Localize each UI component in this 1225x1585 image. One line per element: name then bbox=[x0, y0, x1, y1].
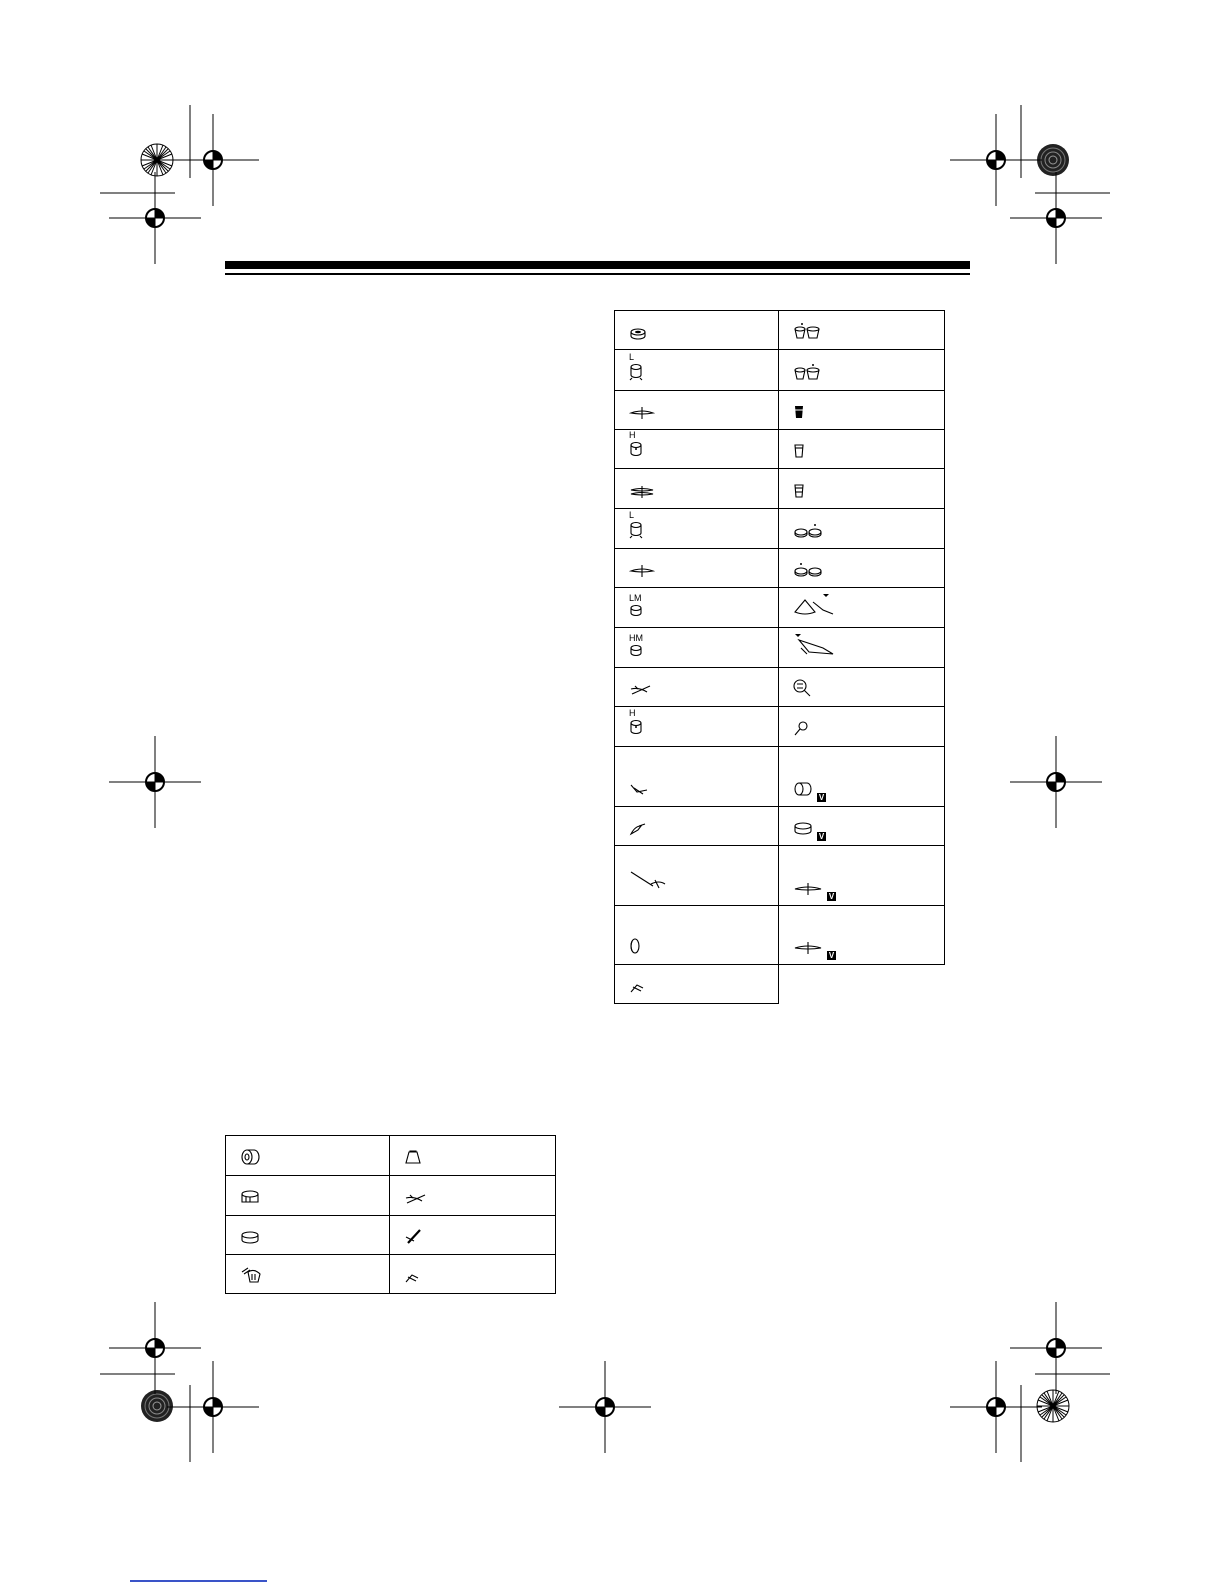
table-row bbox=[615, 549, 945, 588]
instrument-icon-cell bbox=[615, 391, 779, 430]
cell-content bbox=[404, 1150, 555, 1171]
agogo-low-icon bbox=[793, 632, 839, 663]
cell-content bbox=[240, 1231, 389, 1250]
instrument-icon-cell bbox=[779, 707, 945, 747]
instrument-icon-cell bbox=[779, 588, 945, 628]
instrument-icon-cell bbox=[615, 430, 779, 469]
tambourine-icon bbox=[629, 937, 641, 960]
bongo-pair-high-icon bbox=[793, 322, 821, 345]
china-cymbal-icon bbox=[629, 783, 649, 802]
cell-content bbox=[793, 822, 944, 841]
tom-pitch-label: H bbox=[629, 708, 636, 718]
cell-content bbox=[629, 981, 778, 999]
high-tom-icon bbox=[629, 709, 643, 742]
cymbal-icon bbox=[629, 564, 655, 583]
cell-content bbox=[240, 1190, 389, 1211]
instrument-icon-cell bbox=[779, 469, 945, 509]
conga-dark-icon bbox=[793, 404, 805, 425]
cell-content bbox=[629, 634, 778, 663]
cell-content bbox=[793, 679, 944, 702]
crash-cymbal-icon bbox=[404, 1192, 428, 1211]
cell-content bbox=[793, 562, 944, 583]
cell-content bbox=[629, 353, 778, 386]
table-row bbox=[615, 469, 945, 509]
bass-drum-icon bbox=[240, 1148, 260, 1171]
table-row bbox=[226, 1255, 556, 1294]
low-tom-icon bbox=[629, 353, 643, 386]
table-row bbox=[615, 628, 945, 668]
cell-content bbox=[793, 721, 944, 742]
instrument-icon-cell bbox=[615, 628, 779, 668]
snare-v-icon bbox=[793, 822, 813, 841]
cell-content bbox=[793, 941, 944, 960]
cell-content bbox=[629, 511, 778, 544]
conga-small-icon bbox=[793, 483, 805, 504]
maracas-icon bbox=[793, 721, 809, 742]
cell-content bbox=[629, 870, 778, 901]
instrument-icon-cell bbox=[615, 807, 779, 846]
cell-content bbox=[629, 822, 778, 841]
cell-content bbox=[240, 1266, 389, 1289]
snare-drum-icon bbox=[629, 327, 647, 345]
mid-tom-icon bbox=[629, 634, 643, 663]
instrument-icon-cell bbox=[615, 311, 779, 350]
footer-link-underline bbox=[130, 1580, 267, 1582]
timbale-pair-low-icon bbox=[793, 562, 823, 583]
tom-pitch-label: L bbox=[629, 352, 635, 362]
cell-content bbox=[793, 882, 944, 901]
cymbal-v-icon bbox=[793, 941, 823, 960]
stick-cymbal-icon bbox=[404, 1229, 424, 1250]
table-row bbox=[615, 747, 945, 807]
table-row bbox=[615, 588, 945, 628]
table-row bbox=[615, 311, 945, 350]
cymbal-v-icon bbox=[793, 882, 823, 901]
table-row bbox=[226, 1136, 556, 1176]
small-cymbal-icon bbox=[404, 1271, 420, 1289]
instrument-icon-cell bbox=[779, 391, 945, 430]
instrument-icon-cell bbox=[615, 350, 779, 391]
mid-tom-icon bbox=[629, 594, 643, 623]
cell-content bbox=[793, 363, 944, 386]
conga-icon bbox=[793, 443, 805, 464]
header-rule-thick bbox=[225, 261, 970, 269]
instrument-icon-cell bbox=[226, 1216, 390, 1255]
cell-content bbox=[629, 485, 778, 504]
tom-pitch-label: H bbox=[629, 430, 636, 440]
instrument-icon-cell bbox=[779, 846, 945, 906]
variation-badge: V bbox=[828, 892, 835, 901]
cell-content bbox=[629, 937, 778, 960]
instrument-icon-cell bbox=[615, 747, 779, 807]
cell-content bbox=[629, 594, 778, 623]
cell-content bbox=[629, 683, 778, 702]
cabasa-icon bbox=[793, 679, 813, 702]
cell-content bbox=[629, 406, 778, 425]
hihat-icon bbox=[629, 485, 655, 504]
ride-bell-icon bbox=[629, 822, 649, 841]
instrument-icon-cell bbox=[779, 807, 945, 846]
crash-cymbal-icon bbox=[629, 683, 653, 702]
instrument-icon-cell bbox=[615, 668, 779, 707]
timbale-pair-high-icon bbox=[793, 523, 823, 544]
table-row bbox=[615, 707, 945, 747]
cell-content bbox=[629, 783, 778, 802]
variation-badge: V bbox=[818, 832, 825, 841]
cell-content bbox=[793, 483, 944, 504]
instrument-icon-cell bbox=[779, 549, 945, 588]
table-row bbox=[615, 906, 945, 965]
cell-content bbox=[629, 327, 778, 345]
instrument-icon-cell bbox=[779, 430, 945, 469]
table-row bbox=[615, 965, 945, 1004]
instrument-icon-cell bbox=[779, 311, 945, 350]
instrument-icon-cell bbox=[615, 906, 779, 965]
instrument-icon-table-right bbox=[614, 310, 945, 1004]
table-row bbox=[615, 807, 945, 846]
instrument-icon-cell bbox=[779, 668, 945, 707]
cell-content bbox=[793, 592, 944, 623]
high-tom-icon bbox=[629, 431, 643, 464]
instrument-icon-table-left bbox=[225, 1135, 556, 1294]
instrument-icon-cell bbox=[226, 1176, 390, 1216]
instrument-icon-cell bbox=[615, 965, 779, 1004]
cell-content bbox=[793, 404, 944, 425]
tom-pitch-label: LM bbox=[629, 593, 642, 603]
instrument-icon-cell bbox=[779, 628, 945, 668]
cell-content bbox=[404, 1229, 555, 1250]
table-row bbox=[615, 391, 945, 430]
table-row bbox=[615, 846, 945, 906]
table-row bbox=[226, 1176, 556, 1216]
variation-badge: V bbox=[828, 951, 835, 960]
instrument-icon-cell bbox=[390, 1216, 556, 1255]
cell-content bbox=[793, 781, 944, 802]
splash-cymbal-icon bbox=[629, 870, 669, 901]
instrument-icon-cell bbox=[615, 469, 779, 509]
cell-content bbox=[404, 1192, 555, 1211]
instrument-icon-cell bbox=[226, 1136, 390, 1176]
cell-content bbox=[793, 322, 944, 345]
small-cymbal-icon bbox=[629, 981, 645, 999]
cell-content bbox=[629, 564, 778, 583]
tom-pitch-label: L bbox=[629, 510, 635, 520]
empty-cell bbox=[779, 965, 945, 1004]
bass-drum-v-icon bbox=[793, 781, 813, 802]
cell-content bbox=[793, 632, 944, 663]
cowbell-icon bbox=[404, 1150, 422, 1171]
bongo-pair-low-icon bbox=[793, 363, 821, 386]
hand-clap-icon bbox=[240, 1266, 264, 1289]
instrument-icon-cell bbox=[615, 846, 779, 906]
table-row bbox=[615, 430, 945, 469]
instrument-icon-cell bbox=[390, 1255, 556, 1294]
header-rule-thin bbox=[225, 273, 970, 275]
tom-pitch-label: HM bbox=[629, 633, 643, 643]
instrument-icon-cell bbox=[615, 549, 779, 588]
cell-content bbox=[629, 431, 778, 464]
instrument-icon-cell bbox=[779, 906, 945, 965]
instrument-icon-cell bbox=[779, 509, 945, 549]
variation-badge: V bbox=[818, 793, 825, 802]
agogo-high-icon bbox=[793, 592, 839, 623]
cymbal-icon bbox=[629, 406, 655, 425]
table-row bbox=[615, 668, 945, 707]
instrument-icon-cell bbox=[779, 747, 945, 807]
instrument-icon-cell bbox=[779, 350, 945, 391]
instrument-icon-cell bbox=[615, 509, 779, 549]
table-row bbox=[615, 509, 945, 549]
cell-content bbox=[240, 1148, 389, 1171]
cell-content bbox=[629, 709, 778, 742]
table-row bbox=[615, 350, 945, 391]
cell-content bbox=[404, 1271, 555, 1289]
low-tom-icon bbox=[629, 511, 643, 544]
instrument-icon-cell bbox=[390, 1136, 556, 1176]
cell-content bbox=[793, 523, 944, 544]
instrument-icon-cell bbox=[615, 707, 779, 747]
instrument-icon-cell bbox=[390, 1176, 556, 1216]
snare-drum-side-icon bbox=[240, 1231, 260, 1250]
table-row bbox=[226, 1216, 556, 1255]
cell-content bbox=[793, 443, 944, 464]
instrument-icon-cell bbox=[226, 1255, 390, 1294]
instrument-icon-cell bbox=[615, 588, 779, 628]
floor-tom-icon bbox=[240, 1190, 260, 1211]
